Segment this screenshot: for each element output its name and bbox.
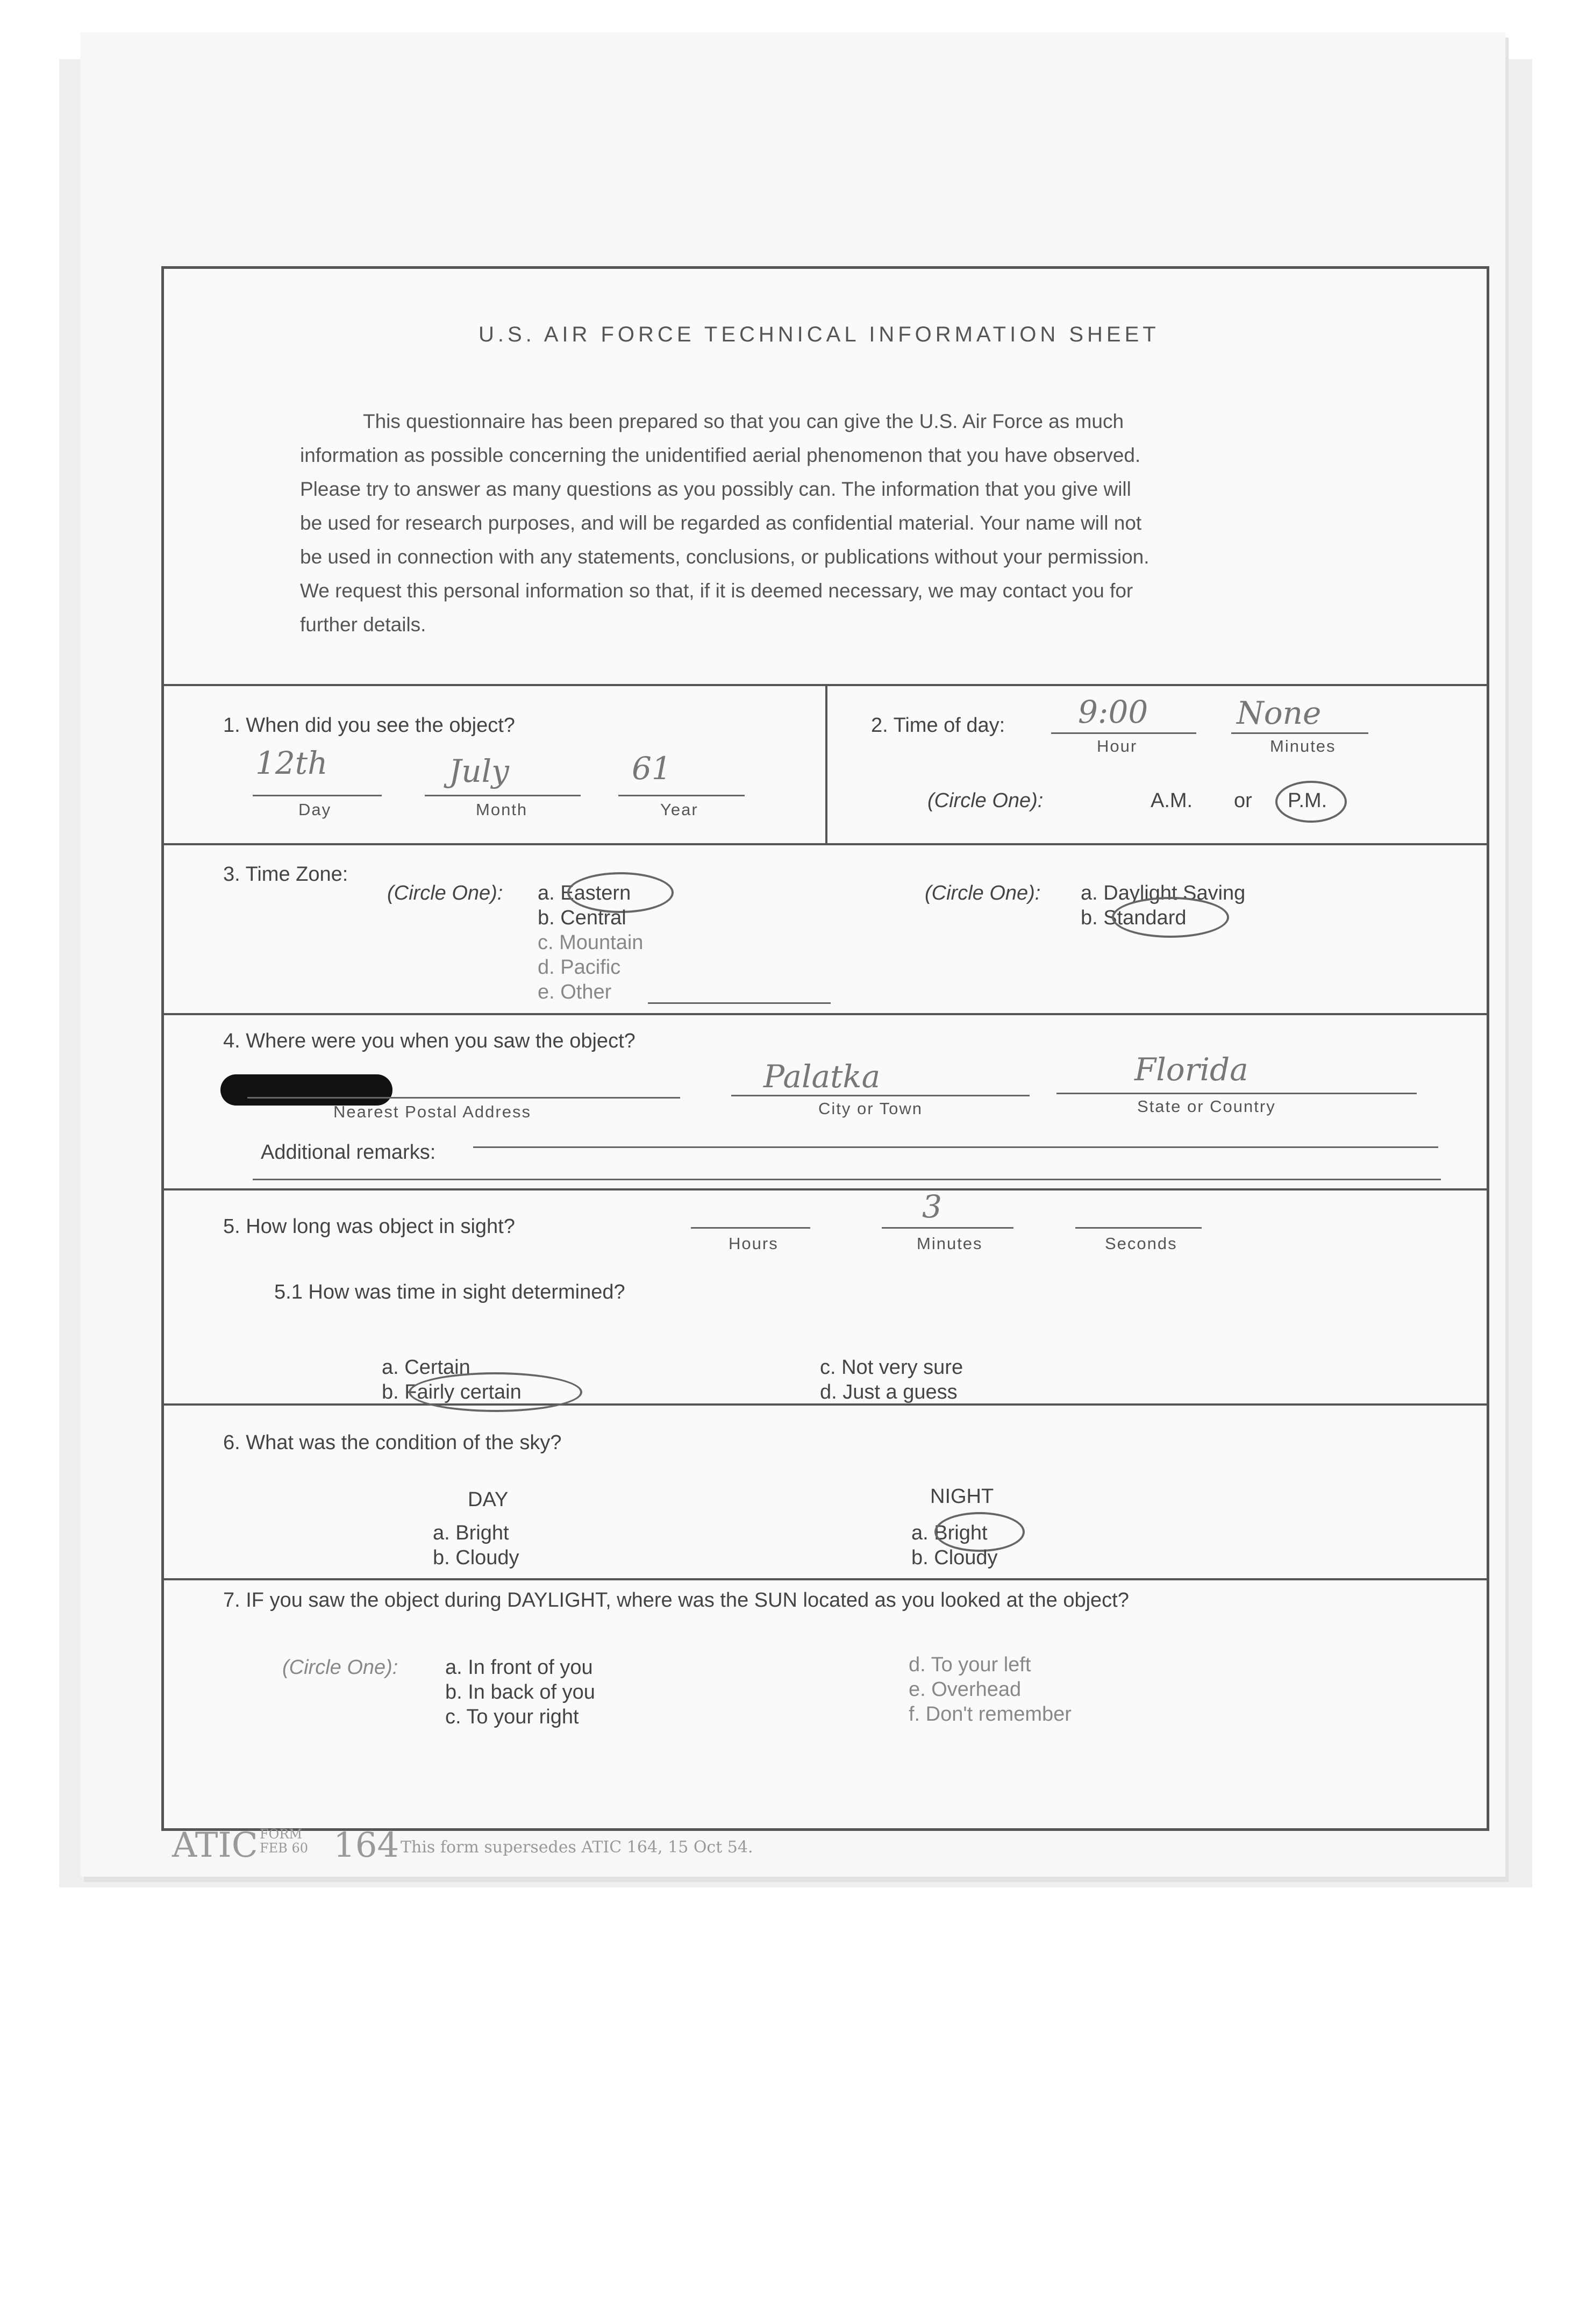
section-divider [161, 1578, 1487, 1580]
q4-remarks-label: Additional remarks: [261, 1141, 436, 1164]
fairly-certain-circle-mark [409, 1372, 582, 1412]
q5-question: 5. How long was object in sight? [223, 1215, 515, 1238]
q1-month-label: Month [476, 800, 528, 819]
q2-question: 2. Time of day: [871, 714, 1005, 737]
q1-day-label: Day [298, 800, 332, 819]
q7-option-right: c. To your right [445, 1706, 579, 1728]
q4-city-line [731, 1095, 1030, 1096]
q6-night-cloudy: b. Cloudy [911, 1546, 998, 1569]
intro-line-4: be used for research purposes, and will be regarded as confidential material. Your name will not [300, 512, 1142, 534]
q5-sub-question: 5.1 How was time in sight determined? [274, 1281, 625, 1303]
intro-line-3: Please try to answer as many questions as you possibly can. The information that you give will [300, 478, 1131, 500]
q6-day-cloudy: b. Cloudy [433, 1546, 519, 1569]
q3-zone-central: b. Central [538, 907, 626, 929]
q4-postal-line [247, 1097, 680, 1099]
section-divider [161, 1188, 1487, 1190]
intro-line-6: We request this personal information so that, if it is deemed necessary, we may contact you for [300, 580, 1133, 602]
intro-line-7: further details. [300, 614, 426, 636]
intro-line-2: information as possible concerning the unidentified aerial phenomenon that you have observed. [300, 444, 1141, 466]
q5-option-just-a-guess: d. Just a guess [820, 1381, 958, 1403]
q2-or: or [1234, 789, 1252, 812]
footer-atic: ATIC [172, 1826, 258, 1865]
q5-minutes-line [882, 1227, 1013, 1229]
q3-circle-prompt: (Circle One): [387, 882, 503, 904]
q1-question: 1. When did you see the object? [223, 714, 515, 737]
q3-zone-eastern: a. Eastern [538, 882, 631, 904]
q3-question: 3. Time Zone: [223, 863, 348, 886]
q6-day-heading: DAY [468, 1488, 509, 1511]
q1-month-line [425, 795, 581, 796]
intro-line-5: be used in connection with any statements, conclusions, or publications without your permission. [300, 546, 1150, 568]
q7-circle-prompt: (Circle One): [282, 1656, 398, 1679]
footer-note: This form supersedes ATIC 164, 15 Oct 54. [401, 1838, 753, 1857]
q7-option-overhead: e. Overhead [909, 1678, 1022, 1701]
q6-night-heading: NIGHT [930, 1485, 994, 1508]
q2-minutes-line [1231, 732, 1368, 734]
q1-month-value: July [449, 753, 509, 789]
q3-zone-other: e. Other [538, 981, 612, 1003]
q2-minutes-label: Minutes [1270, 737, 1336, 755]
redaction-mark [220, 1074, 392, 1106]
q5-option-not-very-sure: c. Not very sure [820, 1356, 963, 1379]
q6-question: 6. What was the condition of the sky? [223, 1431, 562, 1454]
q4-remarks-line-2 [253, 1179, 1441, 1180]
footer-form-word: FORM [260, 1827, 302, 1842]
q3-daylight-saving: a. Daylight Saving [1081, 882, 1246, 904]
q2-hour-value: 9:00 [1078, 694, 1148, 730]
q2-minutes-value: None [1237, 695, 1322, 731]
q4-state-label: State or Country [1137, 1097, 1276, 1116]
q3-other-line [648, 1002, 831, 1004]
q7-question: 7. IF you saw the object during DAYLIGHT, where was the SUN located as you looked at the object? [223, 1589, 1129, 1612]
q4-remarks-line [473, 1146, 1438, 1148]
section-divider [161, 1013, 1487, 1015]
standard-circle-mark [1112, 897, 1229, 938]
q1-year-value: 61 [632, 750, 672, 787]
q7-option-back: b. In back of you [445, 1681, 595, 1703]
footer-form-date: FEB 60 [260, 1841, 308, 1856]
q5-hours-label: Hours [729, 1234, 779, 1253]
q4-postal-label: Nearest Postal Address [333, 1102, 531, 1121]
q5-seconds-line [1075, 1227, 1202, 1229]
section-divider [161, 843, 1487, 845]
q6-day-bright: a. Bright [433, 1522, 509, 1544]
q5-option-certain: a. Certain [382, 1356, 470, 1379]
q4-city-value: Palatka [763, 1058, 881, 1095]
q4-question: 4. Where were you when you saw the object? [223, 1030, 636, 1052]
q1-year-label: Year [660, 800, 698, 819]
footer-form-number: 164 [333, 1826, 399, 1865]
q5-option-fairly-certain: b. Fairly certain [382, 1381, 522, 1403]
q7-option-front: a. In front of you [445, 1656, 593, 1679]
q5-minutes-label: Minutes [917, 1234, 983, 1253]
q3-standard: b. Standard [1081, 907, 1187, 929]
q4-state-value: Florida [1134, 1051, 1248, 1088]
q1-year-line [618, 795, 745, 796]
q5-minutes-value: 3 [922, 1188, 942, 1225]
q5-hours-line [691, 1227, 810, 1229]
q7-option-left: d. To your left [909, 1653, 1031, 1676]
q1-day-value: 12th [255, 745, 328, 781]
q2-circle-prompt: (Circle One): [927, 789, 1044, 812]
q3-circle-prompt-2: (Circle One): [925, 882, 1041, 904]
column-divider [825, 684, 827, 844]
q2-hour-line [1051, 732, 1196, 734]
q3-zone-mountain: c. Mountain [538, 931, 644, 954]
q5-seconds-label: Seconds [1105, 1234, 1177, 1253]
intro-line-1: This questionnaire has been prepared so that you can give the U.S. Air Force as much [363, 410, 1124, 432]
q2-hour-label: Hour [1097, 737, 1138, 755]
q2-pm-option: P.M. [1288, 789, 1327, 812]
q6-night-bright: a. Bright [911, 1522, 988, 1544]
q2-am-option: A.M. [1151, 789, 1193, 812]
q4-city-label: City or Town [818, 1099, 923, 1118]
pm-circle-mark [1275, 781, 1347, 823]
form-title: U.S. AIR FORCE TECHNICAL INFORMATION SHEET [479, 323, 1160, 346]
q4-state-line [1056, 1093, 1417, 1094]
q7-option-dont-remember: f. Don't remember [909, 1703, 1072, 1726]
section-divider [161, 684, 1487, 686]
night-bright-circle-mark [934, 1512, 1025, 1552]
q1-day-line [253, 795, 382, 796]
q3-zone-pacific: d. Pacific [538, 956, 621, 979]
